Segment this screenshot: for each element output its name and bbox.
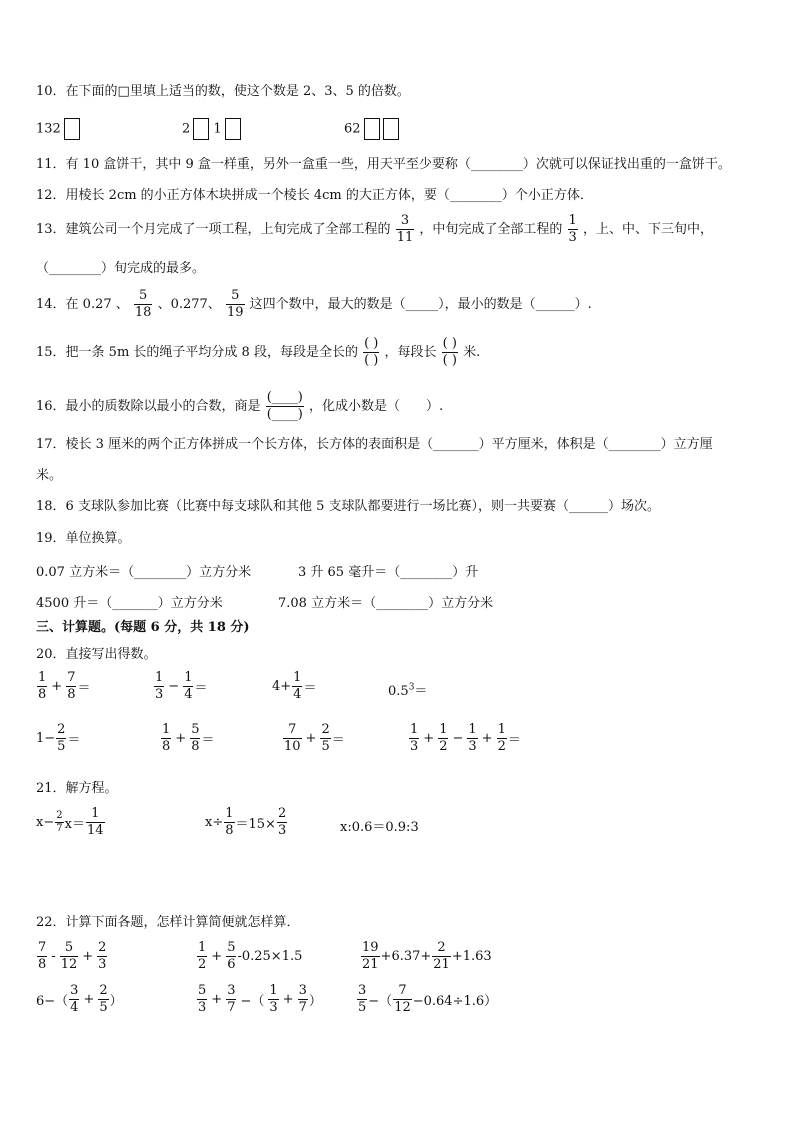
q21-eq-1: [36, 806, 106, 839]
denominator: 3: [410, 739, 419, 754]
fraction-blank[interactable]: [266, 390, 304, 423]
fraction: [69, 983, 79, 1016]
fraction: [37, 670, 47, 703]
denominator: 11: [396, 230, 414, 245]
plus-sign: +: [175, 731, 187, 746]
q13-mid: ，中旬完成了全部工程的: [419, 222, 563, 237]
q14-text: [36, 288, 592, 321]
fraction: [298, 983, 308, 1016]
q22-expr-6: [356, 983, 497, 1016]
q19-a: 0.07 立方米＝（________）立方分米: [36, 565, 252, 580]
denominator: 2: [198, 957, 207, 972]
denominator: ( ): [364, 353, 379, 368]
denominator: 8: [38, 687, 47, 702]
numerator: 7: [67, 670, 76, 685]
q10-b-digit1: 2: [182, 121, 191, 137]
numerator: 1: [468, 722, 477, 737]
fraction: [37, 940, 47, 973]
q15-text: [36, 336, 480, 369]
q10-c-digits: 62: [344, 121, 361, 137]
fraction: [497, 722, 507, 755]
expr-middle: x＝: [64, 817, 85, 832]
denominator: ( ): [442, 353, 457, 368]
numerator: 2: [437, 940, 446, 955]
denominator: 4: [184, 687, 193, 702]
numerator: 1: [225, 806, 234, 821]
denominator: 3: [568, 230, 577, 245]
denominator: 6: [227, 957, 236, 972]
plus-sign: +: [282, 992, 294, 1007]
numerator: 1: [162, 722, 171, 737]
q14-pre: 14．在 0.27 、: [36, 297, 129, 312]
fraction: [66, 670, 76, 703]
equals-sign: ＝: [201, 733, 215, 748]
q10-b-digit2: 1: [213, 121, 222, 137]
fraction: [226, 940, 236, 973]
numerator: 3: [298, 983, 307, 998]
fraction: [190, 722, 200, 755]
denominator: (____): [266, 407, 303, 422]
fraction: [60, 940, 79, 973]
equals-sign: ＝: [331, 733, 345, 748]
q15-post: 米.: [463, 345, 481, 360]
denominator: 12: [60, 957, 78, 972]
fraction: [283, 722, 302, 755]
fraction: [97, 940, 107, 973]
fraction: [432, 940, 451, 973]
equals-sign: ＝: [67, 733, 81, 748]
q20-expr-4: [388, 680, 427, 699]
numerator: 1: [198, 940, 207, 955]
q19-d: 7.08 立方米＝（________）立方分米: [278, 596, 494, 611]
denominator: 12: [394, 1000, 411, 1015]
numerator: (____): [266, 390, 303, 405]
fraction: [86, 806, 105, 839]
equals-sign: ＝: [303, 681, 317, 696]
q13-line2: （________）旬完成的最多。: [36, 261, 206, 276]
q20-expr-6: [160, 722, 214, 755]
numerator: 3: [70, 983, 79, 998]
fraction: [396, 213, 415, 246]
numerator: ( ): [442, 336, 457, 351]
fraction: [197, 983, 207, 1016]
numerator: 1: [293, 670, 302, 685]
denominator: 21: [362, 957, 379, 972]
numerator: 2: [56, 810, 63, 821]
denominator: 2: [439, 739, 448, 754]
q22-title: 22．计算下面各题，怎样计算简便就怎样算．: [36, 915, 300, 930]
fraction: [161, 722, 171, 755]
fraction: [226, 983, 236, 1016]
denominator: 5: [358, 1000, 367, 1015]
equals-sign: ＝: [414, 684, 428, 699]
q20-expr-7: [282, 722, 345, 755]
expr-tail: -0.25×1.5: [237, 949, 303, 964]
fraction: [320, 722, 330, 755]
numerator: 1: [410, 722, 419, 737]
fraction: [134, 288, 153, 321]
q10-item-a: [36, 118, 80, 140]
answer-box[interactable]: [193, 118, 209, 140]
fraction-blank[interactable]: [442, 336, 458, 369]
denominator: 5: [321, 739, 330, 754]
minus-sign: -: [51, 949, 56, 964]
numerator: 1: [568, 213, 577, 228]
plus-sign: +: [211, 992, 223, 1007]
denominator: 21: [433, 957, 450, 972]
fraction: [277, 806, 287, 839]
plus-sign: +: [305, 731, 317, 746]
equals-sign: ＝: [507, 733, 521, 748]
q10-text: 10．在下面的□里填上适当的数，使这个数是 2、3、5 的倍数。: [36, 84, 410, 99]
equals-sign: ＝: [77, 681, 91, 696]
expr-prefix: x−: [36, 815, 55, 830]
denominator: 3: [98, 957, 107, 972]
numerator: 1: [497, 722, 506, 737]
q20-expr-2: [153, 670, 207, 703]
q19-b: 3 升 65 毫升＝（________）升: [298, 565, 479, 580]
answer-box[interactable]: [364, 118, 380, 140]
plus-sign: +: [423, 731, 435, 746]
fraction: [292, 670, 302, 703]
minus-paren: −（: [240, 994, 265, 1009]
denominator: 3: [277, 823, 287, 838]
numerator: 2: [98, 940, 107, 955]
denominator: 3: [269, 1000, 278, 1015]
expr-prefix: 6−（: [36, 994, 69, 1009]
power-exponent: 3: [408, 682, 415, 693]
numerator: 5: [198, 983, 207, 998]
fraction: [438, 722, 448, 755]
denominator: 7: [298, 1000, 307, 1015]
plus-sign: +: [51, 679, 63, 694]
numerator: 5: [139, 288, 148, 303]
numerator: 3: [227, 983, 236, 998]
q15-mid: ，每段长: [384, 345, 437, 360]
denominator: 5: [57, 739, 66, 754]
q20-expr-8: [408, 722, 521, 755]
q19-title: 19．单位换算。: [36, 531, 131, 546]
fraction: [224, 806, 234, 839]
section-heading: 三、计算题。(每题 6 分，共 18 分): [36, 620, 250, 635]
q22-expr-2: [196, 940, 302, 973]
q10-item-c: [344, 118, 399, 140]
denominator: 19: [226, 305, 244, 320]
numerator: 1: [38, 670, 47, 685]
fraction: [98, 983, 108, 1016]
denominator: 7: [56, 823, 63, 834]
numerator: 1: [269, 983, 278, 998]
denominator: 5: [99, 1000, 108, 1015]
numerator: 3: [358, 983, 367, 998]
minus-sign: −: [452, 731, 464, 746]
numerator: 7: [288, 722, 297, 737]
expr-tail: −0.64÷1.6）: [412, 994, 498, 1009]
q13-pre: 13．建筑公司一个月完成了一项工程，上旬完成了全部工程的: [36, 222, 391, 237]
denominator: 10: [284, 739, 301, 754]
denominator: 8: [38, 957, 47, 972]
q10-a-digits: 132: [36, 121, 61, 137]
numerator: 1: [91, 806, 100, 821]
numerator: 2: [57, 722, 66, 737]
minus-sign: −: [168, 679, 180, 694]
q16-post: ，化成小数是（ ）.: [308, 399, 444, 414]
q14-post: 这四个数中，最大的数是（_____），最小的数是（______）.: [249, 297, 592, 312]
numerator: 5: [64, 940, 74, 955]
q22-expr-3: [360, 940, 492, 973]
expr-middle: +6.37+: [380, 949, 432, 964]
plus-sign: +: [83, 992, 95, 1007]
numerator: 2: [99, 983, 108, 998]
numerator: 5: [231, 288, 240, 303]
denominator: 8: [67, 687, 76, 702]
denominator: 8: [225, 823, 234, 838]
q22-expr-5: [196, 983, 322, 1016]
expr-prefix: 4+: [272, 679, 292, 694]
denominator: 18: [134, 305, 152, 320]
fraction: [467, 722, 477, 755]
denominator: 3: [198, 1000, 207, 1015]
q20-expr-1: [36, 670, 90, 703]
plus-sign: +: [211, 949, 223, 964]
q17-line2: 米。: [36, 468, 63, 483]
expr-prefix: x÷: [205, 815, 224, 830]
numerator: 1: [184, 670, 193, 685]
expr-prefix: 1−: [36, 731, 56, 746]
numerator: 3: [400, 213, 410, 228]
q20-expr-3: [272, 670, 316, 703]
q21-title: 21．解方程。: [36, 781, 118, 796]
q10-item-b: [182, 118, 241, 140]
fraction: [197, 940, 207, 973]
answer-box[interactable]: [383, 118, 399, 140]
answer-box[interactable]: [64, 118, 80, 140]
answer-box[interactable]: [225, 118, 241, 140]
close-paren: ）: [308, 994, 322, 1009]
expr-middle: ＝15×: [235, 817, 276, 832]
plus-sign: +: [82, 949, 94, 964]
q16-text: [36, 390, 443, 423]
denominator: 4: [293, 687, 302, 702]
q20-title: 20．直接写出得数。: [36, 647, 157, 662]
expr-middle: −（: [368, 994, 393, 1009]
plus-sign: +: [481, 731, 493, 746]
denominator: 3: [468, 739, 477, 754]
denominator: 4: [70, 1000, 79, 1015]
q15-pre: 15．把一条 5m 长的绳子平均分成 8 段，每段是全长的: [36, 345, 358, 360]
fraction: [361, 940, 380, 973]
q19-c: 4500 升＝（_______）立方分米: [36, 596, 223, 611]
numerator: 5: [191, 722, 200, 737]
expr-tail: ）: [109, 994, 123, 1009]
q22-expr-4: [36, 983, 123, 1016]
numerator: ( ): [364, 336, 379, 351]
q18-text: 18．6 支球队参加比赛（比赛中每支球队和其他 5 支球队都要进行一场比赛），则一共要赛（______）场次。: [36, 499, 660, 514]
fraction: [154, 670, 164, 703]
denominator: 2: [497, 739, 506, 754]
q17-line1: 17．棱长 3 厘米的两个正方体拼成一个长方体，长方体的表面积是（_______）平方厘米，体积是（________）立方厘: [36, 437, 713, 452]
denominator: 14: [86, 823, 104, 838]
q14-mid: 、0.277、: [157, 297, 221, 312]
q13-post: ，上、中、下三旬中，: [582, 222, 713, 237]
fraction: [409, 722, 419, 755]
q20-expr-5: [36, 722, 80, 755]
fraction-blank[interactable]: [363, 336, 379, 369]
fraction: [56, 722, 66, 755]
denominator: 7: [227, 1000, 236, 1015]
denominator: 8: [162, 739, 171, 754]
q21-eq-3: x:0.6＝0.9:3: [340, 820, 419, 835]
q12-text: 12．用棱长 2cm 的小正方体木块拼成一个棱长 4cm 的大正方体，要（________）个小正方体．: [36, 188, 593, 203]
equals-sign: ＝: [194, 681, 208, 696]
fraction: [183, 670, 193, 703]
numerator: 2: [277, 806, 287, 821]
q11-text: 11．有 10 盒饼干，其中 9 盒一样重，另外一盒重一些，用天平至少要称（________）次就可以保证找出重的一盒饼干。: [36, 157, 731, 172]
q21-eq-2: [205, 806, 288, 839]
fraction: [393, 983, 412, 1016]
power-base: 0.5: [388, 684, 409, 699]
numerator: 1: [155, 670, 164, 685]
fraction: [55, 810, 63, 835]
fraction: [357, 983, 367, 1016]
numerator: 5: [227, 940, 236, 955]
q16-pre: 16．最小的质数除以最小的合数，商是: [36, 399, 261, 414]
numerator: 7: [398, 983, 407, 998]
fraction: [226, 288, 245, 321]
q22-expr-1: [36, 940, 108, 973]
denominator: 3: [155, 687, 164, 702]
fraction: [268, 983, 278, 1016]
numerator: 1: [439, 722, 448, 737]
fraction: [568, 213, 578, 246]
q13-line1: [36, 213, 713, 246]
numerator: 19: [362, 940, 379, 955]
denominator: 8: [191, 739, 200, 754]
numerator: 7: [38, 940, 47, 955]
expr-tail: +1.63: [451, 949, 492, 964]
numerator: 2: [321, 722, 330, 737]
